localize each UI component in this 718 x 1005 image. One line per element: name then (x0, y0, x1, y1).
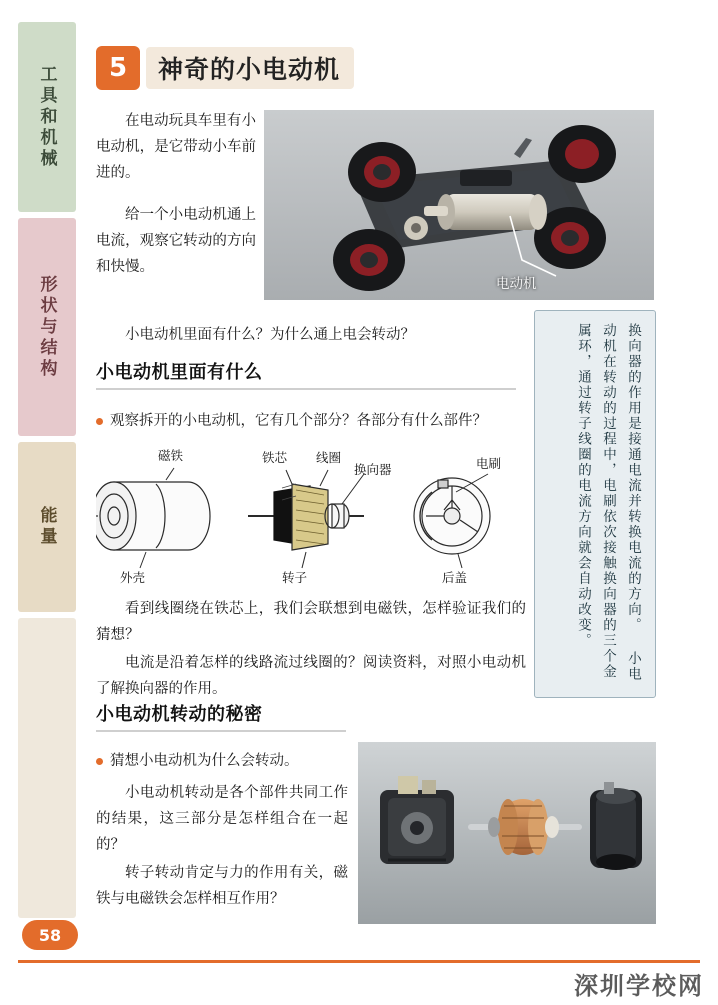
title-row (96, 46, 696, 92)
photo-disassembled-motor (358, 742, 656, 924)
sidebar-item-label: 工具和机械 (36, 64, 57, 170)
diagram-label-back-cover: 后盖 (442, 570, 468, 585)
intro-paragraph-2: 给一个小电动机通上电流，观察它转动的方向和快慢。 (96, 207, 256, 275)
diagram-label-coil: 线圈 (316, 450, 342, 465)
watermark: 深圳学校网 (574, 972, 704, 1000)
intro-paragraph-1: 在电动玩具车里有小电动机，是它带动小车前进的。 (96, 113, 256, 181)
sidebar-item-shape[interactable] (18, 218, 76, 436)
section-1-bullet: 观察拆开的小电动机，它有几个部分？各部分有什么部件？ (96, 408, 526, 434)
diagram-label-commutator: 换向器 (354, 462, 392, 477)
section-2-paragraph-2: 转子转动肯定与力的作用有关，磁铁与电磁铁会怎样相互作用？ (96, 865, 348, 907)
sidebar-filler (18, 618, 76, 918)
toy-car-illustration (264, 110, 654, 300)
section-2 (96, 700, 346, 732)
diagram-label-shell: 外壳 (120, 570, 146, 585)
sidebar-item-tools[interactable] (18, 22, 76, 212)
section-2-bullet: 猜想小电动机为什么会转动。 (96, 748, 346, 774)
section-1-paragraph-2: 电流是沿着怎样的线路流过线圈的？阅读资料，对照小电动机了解换向器的作用。 (96, 655, 526, 697)
diagram-label-magnet: 磁铁 (158, 448, 184, 463)
intro-column (96, 108, 256, 282)
section-1 (96, 358, 516, 390)
section-1-paragraph-1: 看到线圈绕在铁芯上，我们会联想到电磁铁，怎样验证我们的猜想？ (96, 601, 526, 643)
sidebar-item-energy[interactable] (18, 442, 76, 612)
section-2-paragraphs (96, 780, 348, 914)
sidenote-paragraph-1: 换向器的作用是接通电流并转换电流的方向。 (625, 323, 641, 633)
diagram-label-iron-core: 铁芯 (262, 450, 288, 465)
lesson-number-badge: 5 (96, 46, 140, 90)
page-header (96, 46, 696, 92)
section-1-bullet-wrap (96, 408, 526, 434)
photo-caption-motor: 电动机 (496, 276, 537, 292)
sidebar-item-label: 能量 (36, 506, 57, 548)
section-1-paragraphs (96, 596, 526, 704)
disassembled-motor-illustration (358, 742, 656, 924)
sidenote-paragraph-2: 小电动机在转动的过程中，电刷依次接触换向器的三个金属环，通过转子线圈的电流方向就会自动改变。 (575, 323, 641, 682)
diagram-label-rotor: 转子 (282, 570, 308, 585)
footer-rule (18, 960, 700, 963)
motor-parts-diagram (96, 440, 526, 590)
section-1-heading: 小电动机里面有什么 (96, 358, 516, 390)
section-2-bullet-wrap (96, 748, 346, 774)
diagram-label-brush: 电刷 (476, 456, 502, 471)
intro-question: 小电动机里面有什么？为什么通上电会转动？ (125, 327, 415, 343)
sidenote-box (534, 310, 656, 698)
sidebar-item-label: 形状与结构 (36, 274, 57, 380)
photo-toy-car-chassis (264, 110, 654, 300)
page-number: 58 (22, 920, 78, 950)
page-title: 神奇的小电动机 (146, 47, 354, 89)
section-2-paragraph-1: 小电动机转动是各个部件共同工作的结果，这三部分是怎样组合在一起的？ (96, 785, 348, 853)
section-2-heading: 小电动机转动的秘密 (96, 700, 346, 732)
sidebar (18, 22, 76, 927)
